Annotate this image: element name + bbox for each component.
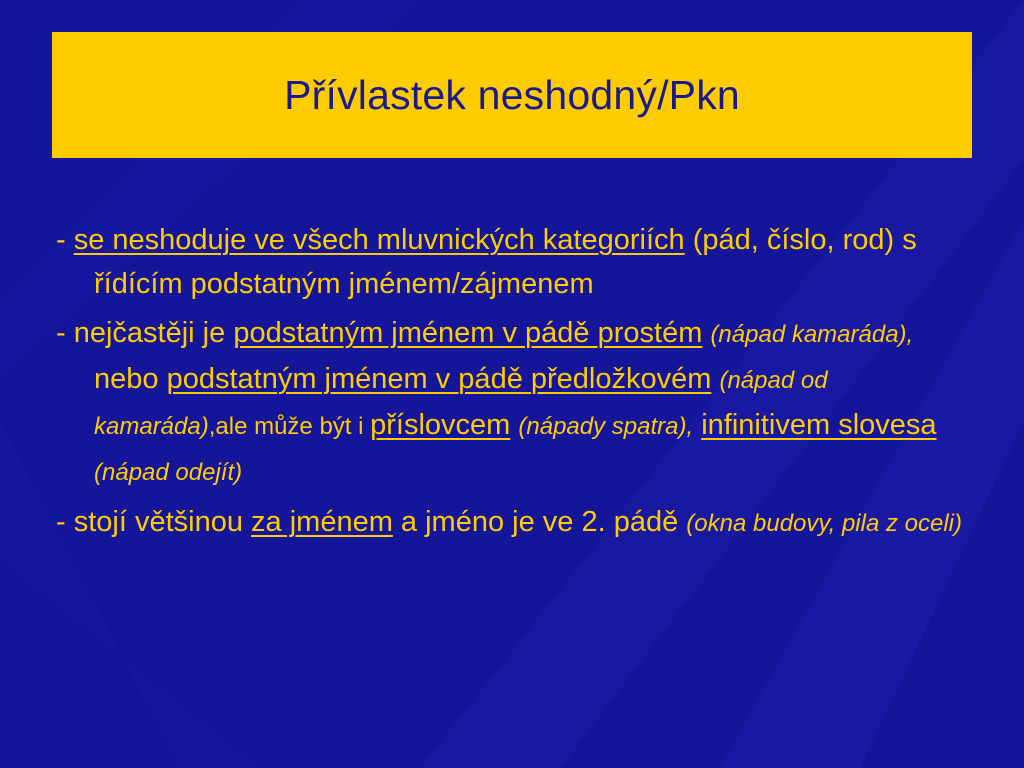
bullet-dash: - [56,506,74,538]
forms-connector-1: nebo [94,363,167,395]
bullet-dash: - [56,224,74,256]
term-noun-prepositional: podstatným jménem v pádě předložkovém [166,363,712,395]
term-adverb: příslovcem [370,409,511,441]
example-1: (nápad kamaráda), [710,321,914,348]
bullet-forms [56,311,976,495]
bullet-agreement [56,218,976,306]
bullet-dash: - [56,317,74,349]
example-position: (okna budovy, pila z oceli) [686,510,962,537]
position-rest: a jméno je ve 2. pádě [392,506,679,538]
bullet-position [56,500,976,546]
example-4: (nápad odejít) [94,459,243,486]
slide-title: Přívlastek neshodný/Pkn [284,71,740,118]
agreement-rest: (pád, číslo, rod) s řídícím podstatným jménem/zájmenem [94,224,917,300]
term-infinitive: infinitivem slovesa [701,409,937,441]
position-lead: stojí většinou [73,506,252,538]
term-after-noun: za jménem [251,506,393,538]
agreement-term: se neshoduje ve všech mluvnických kategoriích [73,224,685,256]
bullet-list [56,218,976,551]
term-noun-plain-case: podstatným jménem v pádě prostém [233,317,703,349]
title-banner [52,32,972,158]
example-2: (nápad od kamaráda) [94,367,828,440]
forms-lead: nejčastěji je [73,317,234,349]
forms-connector-2: ,ale může být i [208,413,371,440]
example-3: (nápady spatra), [518,413,694,440]
